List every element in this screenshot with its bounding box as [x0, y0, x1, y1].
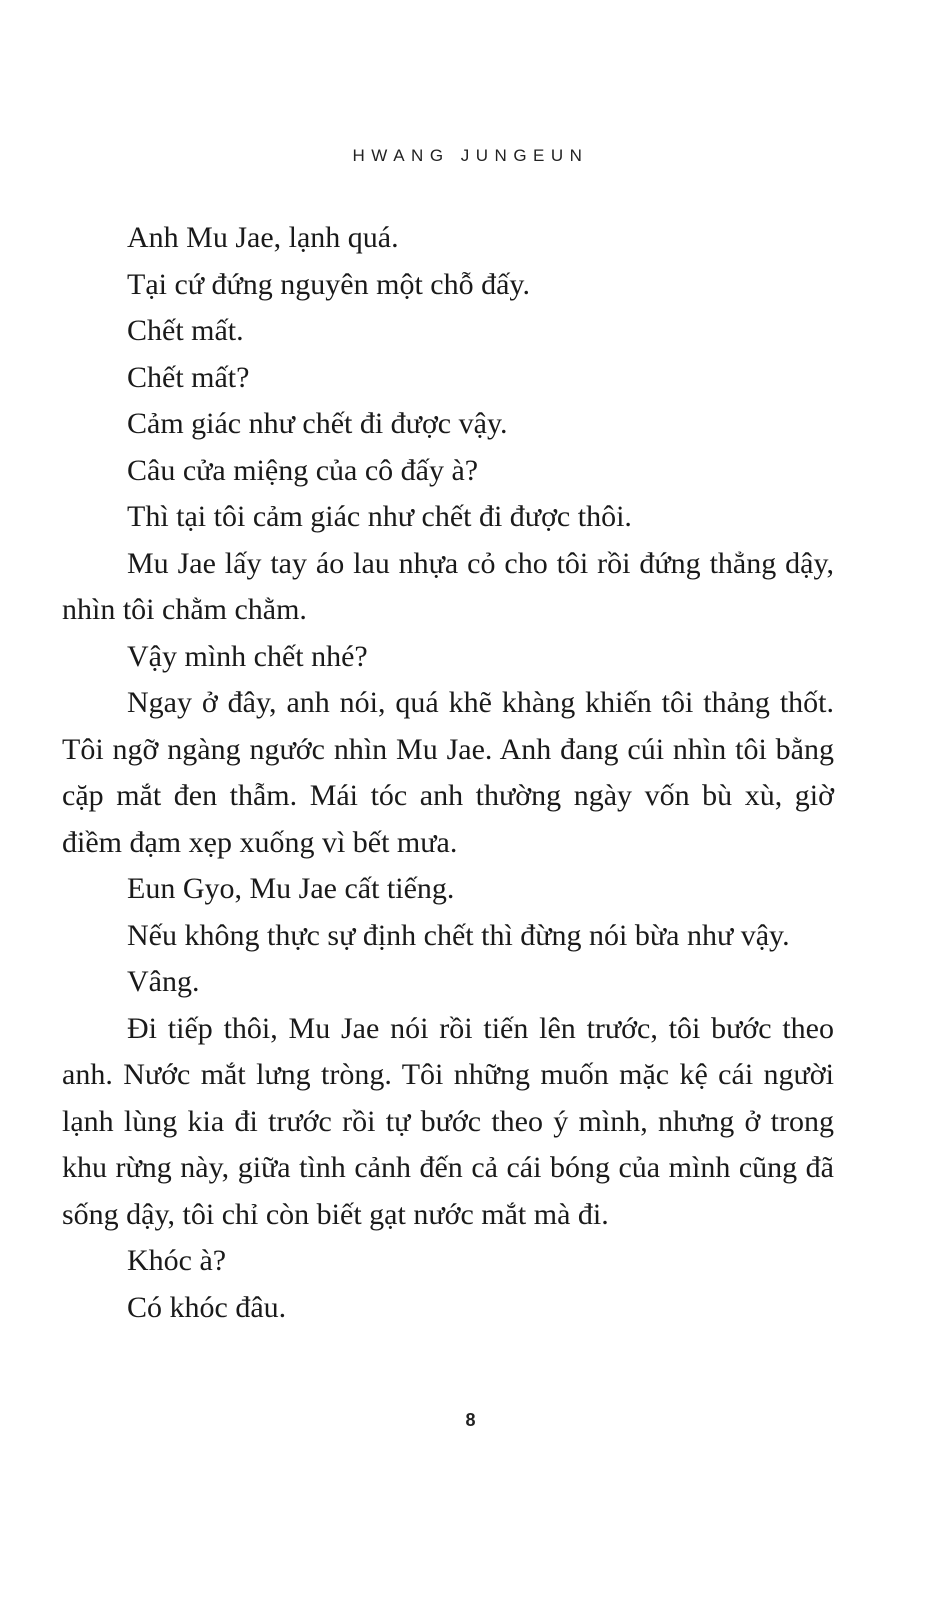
paragraph: Vậy mình chết nhé? — [127, 639, 368, 673]
paragraph: Thì tại tôi cảm giác như chết đi được thôi. — [127, 500, 632, 533]
paragraph: Cảm giác như chết đi được vậy. — [127, 407, 508, 440]
paragraph: Khóc à? — [127, 1244, 227, 1277]
paragraph: Chết mất? — [127, 360, 250, 394]
running-header: HWANG JUNGEUN — [352, 146, 589, 165]
paragraph: Vâng. — [127, 965, 200, 998]
paragraph: Anh Mu Jae, lạnh quá. — [127, 221, 399, 254]
paragraph: Eun Gyo, Mu Jae cất tiếng. — [127, 872, 455, 905]
paragraph: Tại cứ đứng nguyên một chỗ đấy. — [127, 267, 530, 301]
paragraph: Mu Jae lấy tay áo lau nhựa cỏ cho tôi rồi đứng thẳng dậy, nhìn tôi chằm chằm. — [62, 546, 834, 626]
paragraph: Có khóc đâu. — [127, 1290, 287, 1324]
page-number: 8 — [465, 1410, 476, 1430]
paragraph: Câu cửa miệng của cô đấy à? — [127, 453, 479, 487]
paragraph: Ngay ở đây, anh nói, quá khẽ khàng khiến tôi thảng thốt. Tôi ngỡ ngàng ngước nhìn Mu Jae. Anh đang cúi nhìn tôi bằng cặp mắt đen thẫm. Mái tóc anh thường ngày vốn bù xù, giờ điềm đạm xẹp xuống vì bết mưa. — [62, 686, 834, 859]
body-text — [62, 215, 834, 1331]
paragraph: Nếu không thực sự định chết thì đừng nói bừa như vậy. — [127, 918, 790, 952]
paragraph: Đi tiếp thôi, Mu Jae nói rồi tiến lên trước, tôi bước theo anh. Nước mắt lưng tròng. Tôi những muốn mặc kệ cái người lạnh lùng kia đi trước rồi tự bước theo ý mình, nhưng ở trong khu rừng này, giữa tình cảnh đến cả cái bóng của mình cũng đã sống dậy, tôi chỉ còn biết gạt nước mắt mà đi. — [62, 1011, 834, 1231]
paragraph: Chết mất. — [127, 314, 244, 347]
